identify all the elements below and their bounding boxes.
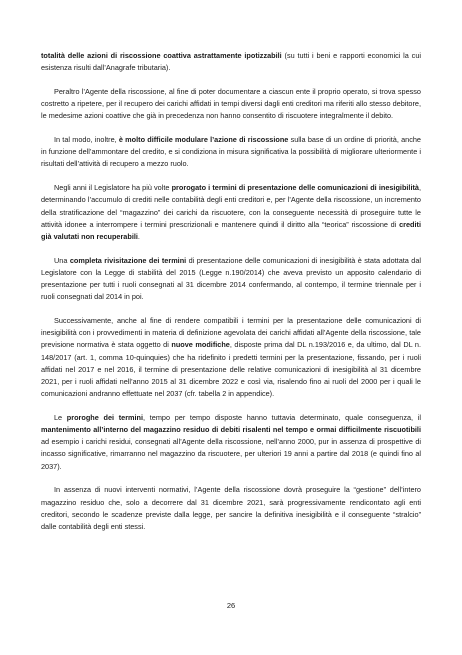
paragraph (41, 50, 421, 74)
text: , determinando l’accumulo di crediti nelle contabilità degli enti creditori e, per l’Agente della riscossione, un incremento della stratificazione del “magazzino” dei carichi da riscuotere, con la conseguente necessità di proseguire tutte le attività idonee a interrompere i termini prescrizionali e mantenere quindi il diritto alla “teorica” riscossione di (41, 183, 422, 229)
text: Le (54, 412, 67, 422)
bold-text: completa rivisitazione dei termini (69, 255, 187, 265)
text: Una (54, 255, 70, 265)
bold-text: è molto difficile modulare l’azione di riscossione (118, 135, 289, 145)
body-text (41, 50, 421, 545)
paragraph (41, 134, 421, 171)
text: , disposte prima dal DL n.193/2016 e, da ultimo, dal DL n. 148/2017 (art. 1, comma 10-quinquies) che ha ridefinito i predetti termini per la presentazione, fissando, per i ruoli affidati nel 2017 e nel 2016, il termine di presentazione delle relative comunicazioni di inesigibilità al 31 dicembre 2021, per i ruoli affidati nell’anno 2015 al 31 dicembre 2022 e così via, risalendo fino ai ruoli del 2000 per i quali le comunicazioni andranno effettuate nel 2037 (cfr. tabella 2 in appendice). (41, 340, 421, 399)
text: Successivamente, anche al fine di rendere compatibili i termini per la presentazione delle comunicazioni di inesigibilità con i provvedimenti in materia di definizione agevolata dei carichi affidati all’Agente della riscossione, tale previsione normativa è stata oggetto di (41, 315, 421, 350)
text: In tal modo, inoltre, (54, 135, 119, 145)
paragraph (41, 255, 421, 304)
text: , tempo per tempo disposte hanno tuttavia determinato, quale conseguenza, il (143, 412, 421, 422)
text: Negli anni il Legislatore ha più volte (54, 183, 172, 193)
bold-text: proroghe dei termini (66, 412, 144, 422)
bold-text: nuove modifiche (171, 340, 230, 350)
paragraph (41, 86, 421, 123)
paragraph (41, 315, 421, 400)
bold-text: mantenimento all’interno del magazzino residuo di debiti risalenti nel tempo e ormai difficilmente riscuotibili (41, 425, 421, 435)
text: di presentazione delle comunicazioni di inesigibilità è stata adottata dal Legislatore con la Legge di stabilità del 2015 (Legge n.190/2014) che aveva previsto un apposito calendario di presentazione per tutti i ruoli consegnati al 31 dicembre 2014 confermando, al contempo, il termine triennale per i ruoli consegnati dal 2014 in poi. (41, 255, 422, 302)
bold-text: crediti già valutati non recuperabili (41, 219, 421, 241)
bold-text: prorogato i termini di presentazione delle comunicazioni di inesigibilità (171, 183, 419, 193)
text: Peraltro l’Agente della riscossione, al fine di poter documentare a ciascun ente il proprio operato, si trova spesso costretto a ripetere, per il recupero dei carichi affidati in tempi diversi dagli enti creditori ma riferiti allo stesso debitore, le medesime azioni coattive che già in precedenza non hanno consentito di riscuotere integralmente il debito. (41, 86, 421, 121)
text: . (137, 231, 140, 241)
paragraph (41, 412, 421, 473)
text: sulla base di un ordine di priorità, anche in funzione dell’ammontare del credito, e si condiziona in misura significativa la possibilità di migliorare ulteriormente i risultati dell’attività di recupero a mezzo ruolo. (41, 135, 421, 169)
page-number: 26 (226, 601, 236, 610)
text: ad esempio i carichi residui, consegnati all’Agente della riscossione, nell’anno 2000, pur in assenza di prospettive di incasso significative, rimarranno nel magazzino da riscuotere, per ulteriori 19 anni a partire dal 2018 (e quindi fino al 2037). (41, 437, 421, 471)
paragraph (41, 182, 421, 243)
paragraph (41, 484, 421, 533)
text: (su tutti i beni e rapporti economici la cui esistenza risulti dall’Anagrafe tributaria). (41, 51, 422, 73)
bold-text: totalità delle azioni di riscossione coattiva astrattamente ipotizzabili (41, 51, 282, 60)
text: In assenza di nuovi interventi normativi, l’Agente della riscossione dovrà proseguire la “gestione” dell’intero magazzino residuo che, solo a decorrere dal 31 dicembre 2021, sarà progressivamente rendicontato agli enti creditori, secondo le scadenze previste dalla legge, per sancire la definitiva inesigibilità e il conseguente “stralcio” dalle contabilità degli enti stessi. (41, 485, 421, 531)
